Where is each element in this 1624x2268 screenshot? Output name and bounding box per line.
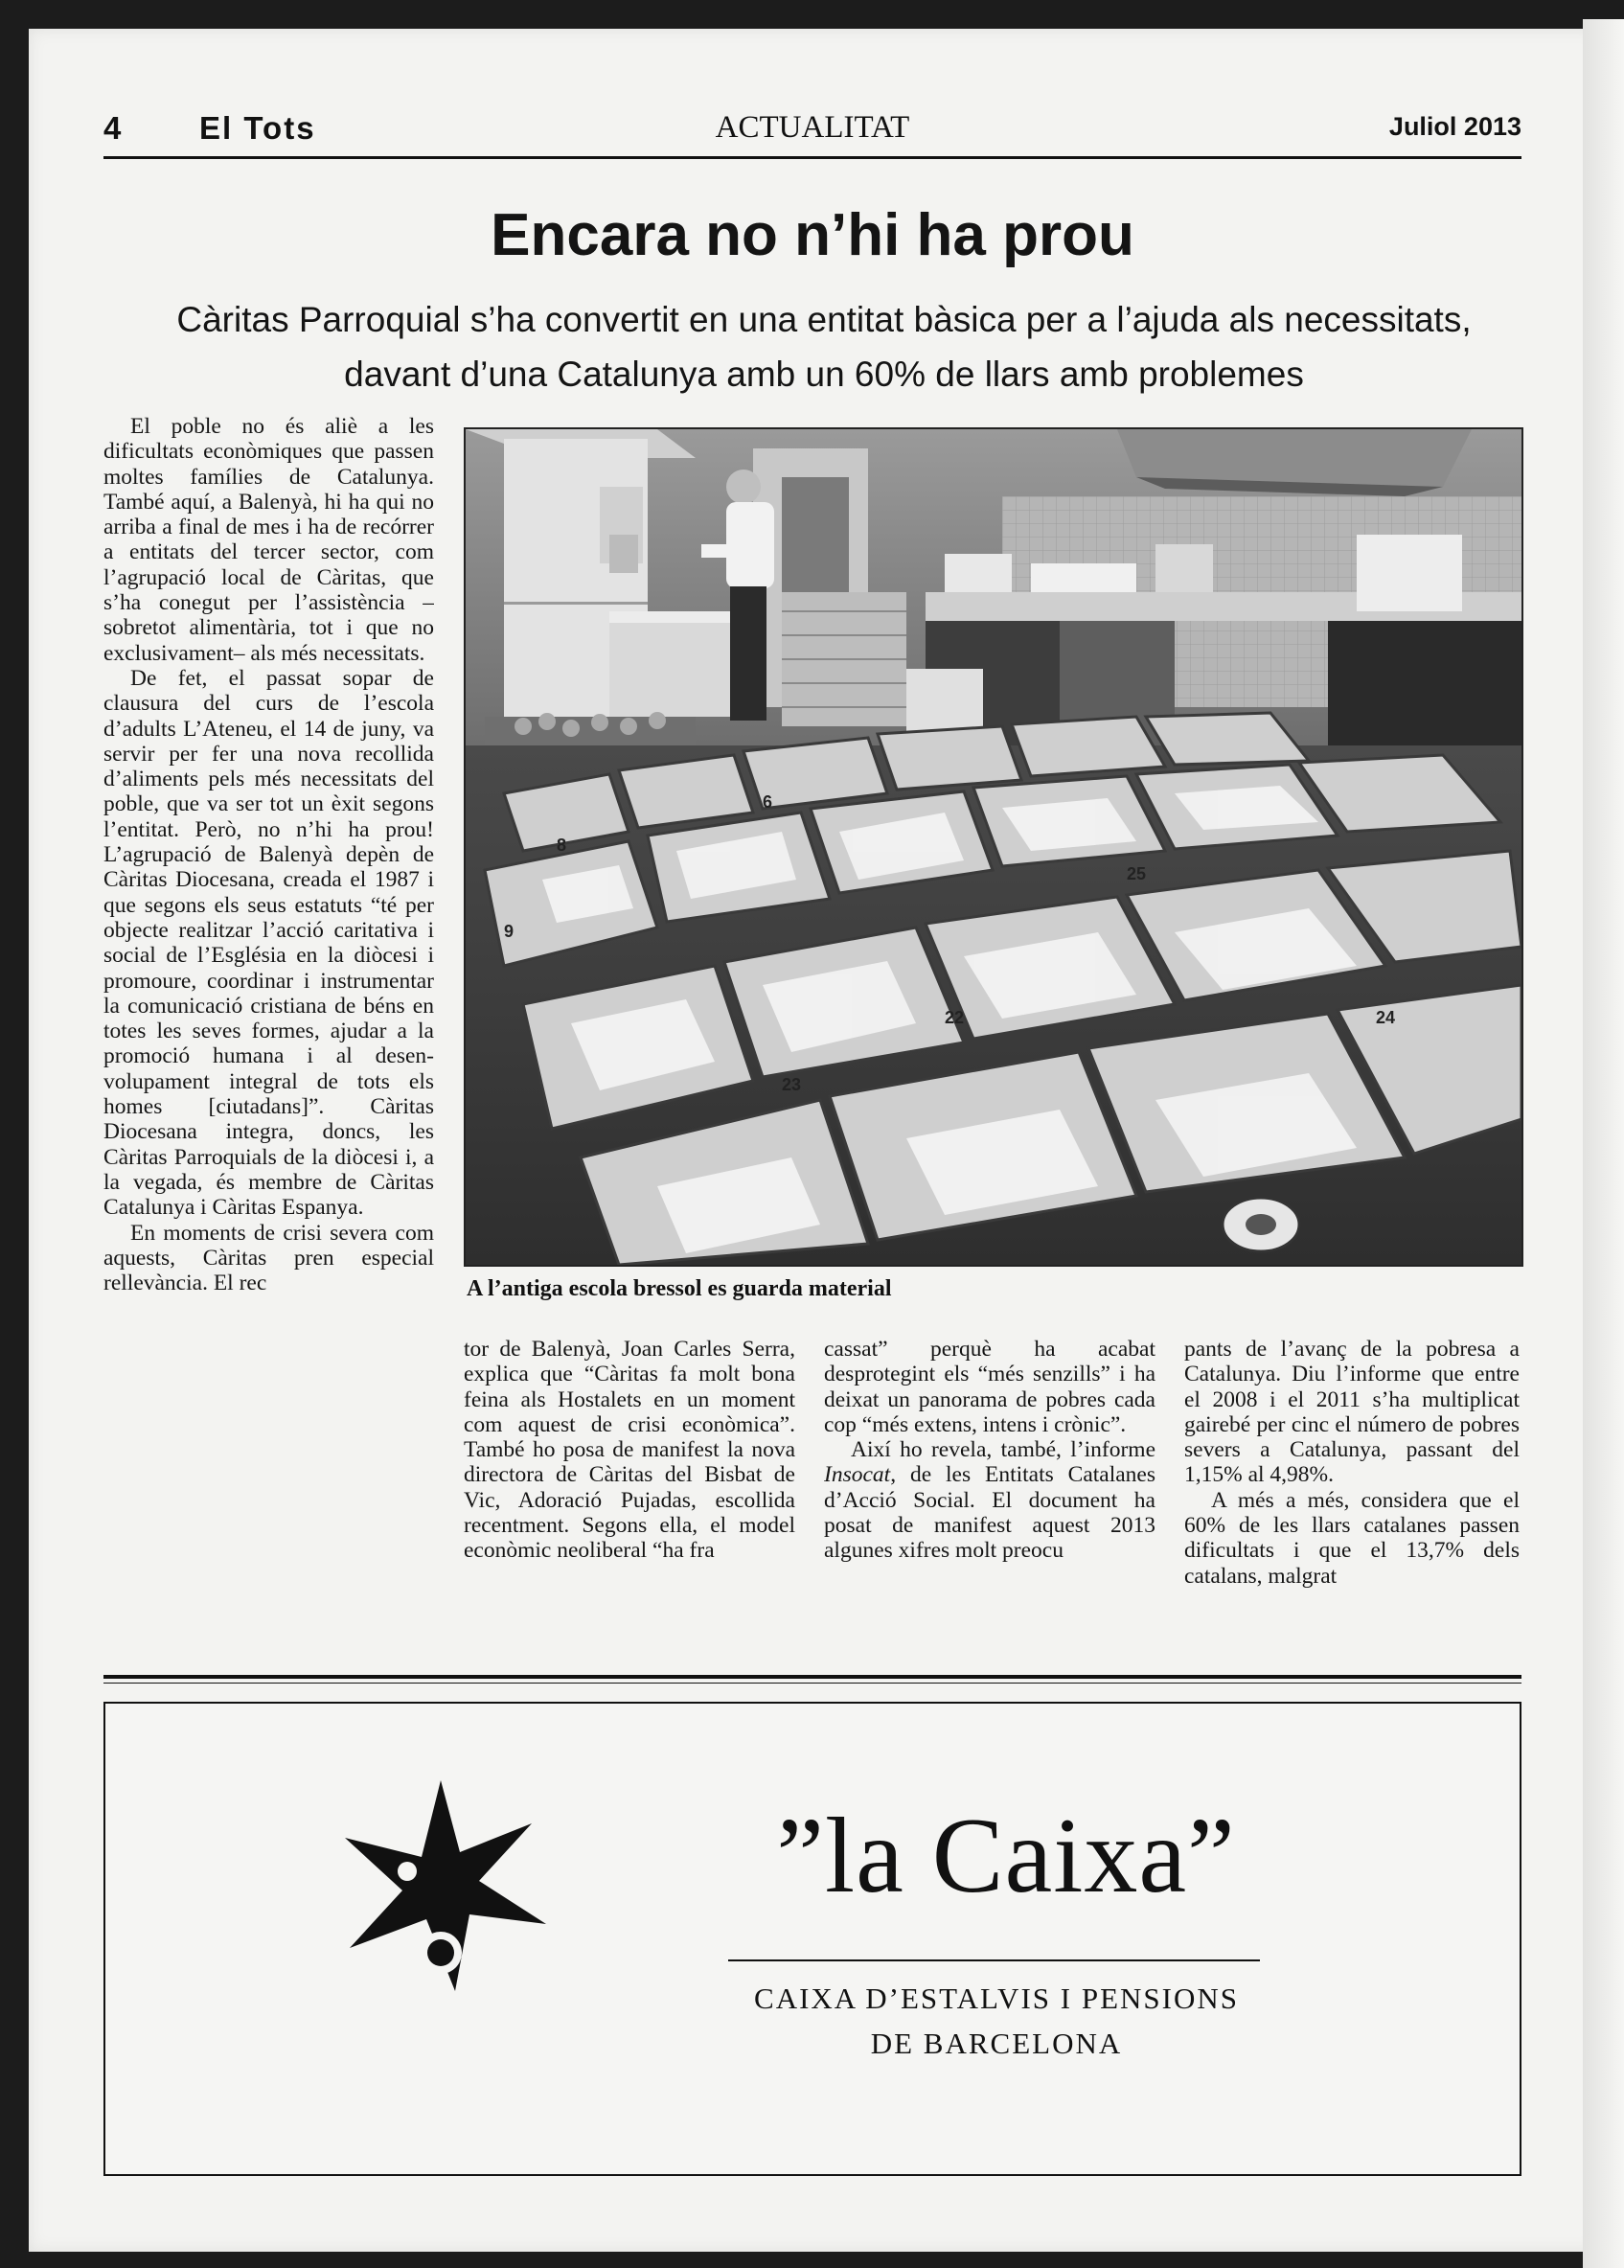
star-logo-icon [326, 1771, 556, 2001]
ad-rule [103, 1675, 1521, 1679]
publication-name: El Tots [199, 110, 316, 146]
header-rule [103, 156, 1521, 159]
box-label: 6 [763, 792, 773, 812]
ad-tagline-1: CAIXA D’ESTALVIS I PENSIONS [754, 1982, 1239, 2015]
article-headline: Encara no n’hi ha prou [491, 202, 1134, 268]
page-edge [1583, 19, 1624, 2268]
paragraph: tor de Balenyà, Joan Carles Serra, explica que “Càritas fa molt bona feina als Hostalets en un moment com aquest de crisi econòmica”. També ho posa de manifest la nova directora de Càritas del Bisbat de Vic, Adoració Pujadas, escollida recentment. Segons ella, el model econòmic neoliberal “ha fra [464, 1337, 795, 1564]
box-label: 23 [782, 1075, 802, 1094]
text-run: , de les Entitats Catalanes d’Acció Social. El document ha posat de manifest aquest 2013 algunes xifres molt preocu [824, 1462, 1155, 1564]
issue-date: Juliol 2013 [1388, 112, 1521, 141]
ad-rule [103, 1683, 1521, 1684]
paragraph: De fet, el passat sopar de clausura del curs de l’escola d’adults L’Ateneu, el 14 de juny, va servir per fer una nova recollida d’aliments pels més necessitats del poble, que va ser tot un èxit segons l’entitat. Però, no n’hi ha prou! L’agrupació de Balenyà depèn de Càritas Diocesana, creada el 1987 i que segons els seus estatuts “té per objecte realitzar l’acció caritativa i social de l’Església en la diòcesi i promoure, coordinar i instrumentar la comunicació cristiana de béns en totes les seves formes, ajudar a la promoció humana i al desenvolupament integral de tots els homes [ciutadans]”. Càritas Diocesana integra, doncs, les Càritas Parroquials de la diòcesi i, a la vegada, és membre de Càritas Catalunya i Càritas Espanya. [103, 665, 434, 1221]
paragraph [824, 1437, 1155, 1563]
paragraph: El poble no és aliè a les dificultats econòmiques que passen moltes famílies de Catalunya. També aquí, a Balenyà, hi ha qui no arriba a final de mes i ha de recórrer a entitats del tercer sector, com l’agrupació local de Càritas, que s’ha conegut per l’assistència –sobretot alimentària, tot i que no exclusivament– als més necessitats. [103, 414, 434, 666]
article-photo [464, 427, 1523, 1267]
paragraph: cassat” perquè ha acabat desprotegint els “més senzills” i ha deixat un panorama de pobres cada cop “més extens, intens i crònic”. [824, 1337, 1155, 1437]
text-run: Així ho revela, també, l’informe [851, 1437, 1155, 1463]
page-number: 4 [103, 110, 122, 146]
article-column-2 [464, 1337, 795, 1634]
ad-tagline-2: DE BARCELONA [870, 2027, 1123, 2060]
ad-brand-rule [728, 1959, 1260, 1961]
box-label: 24 [1376, 1008, 1396, 1027]
paragraph: En moments de crisi severa com aquests, Càritas pren especial rellevància. El rec [103, 1220, 434, 1296]
ad-brand-name: ”la Caixa” [776, 1797, 1236, 1915]
box-label: 22 [945, 1008, 965, 1027]
food-storage-room-image [466, 429, 1521, 1265]
report-title: Insocat [824, 1462, 891, 1488]
photo-caption: A l’antiga escola bressol es guarda material [467, 1276, 892, 1301]
box-label: 25 [1127, 864, 1147, 883]
article-subhead: Càritas Parroquial s’ha convertit en una entitat bàsica per a l’ajuda als necessitats, davant d’una Catalunya amb un 60% de llars amb problemes [176, 300, 1472, 394]
box-label: 8 [557, 836, 567, 855]
article-column-4 [1184, 1337, 1520, 1634]
article-column-1 [103, 414, 434, 1633]
article-column-3 [824, 1337, 1155, 1634]
page-header [103, 110, 1521, 158]
paragraph: pants de l’avanç de la pobresa a Catalunya. Diu l’informe que entre el 2008 i el 2011 s’ha multiplicat gairebé per cinc el número de pobres severs a Catalunya, passant del 1,15% al 4,98%. [1184, 1337, 1520, 1488]
section-title: ACTUALITAT [715, 110, 910, 145]
advertisement [103, 1702, 1521, 2176]
paragraph: A més a més, considera que el 60% de les llars catalanes passen dificultats i que el 13,7% dels catalans, malgrat [1184, 1487, 1520, 1589]
box-label: 9 [504, 922, 515, 941]
